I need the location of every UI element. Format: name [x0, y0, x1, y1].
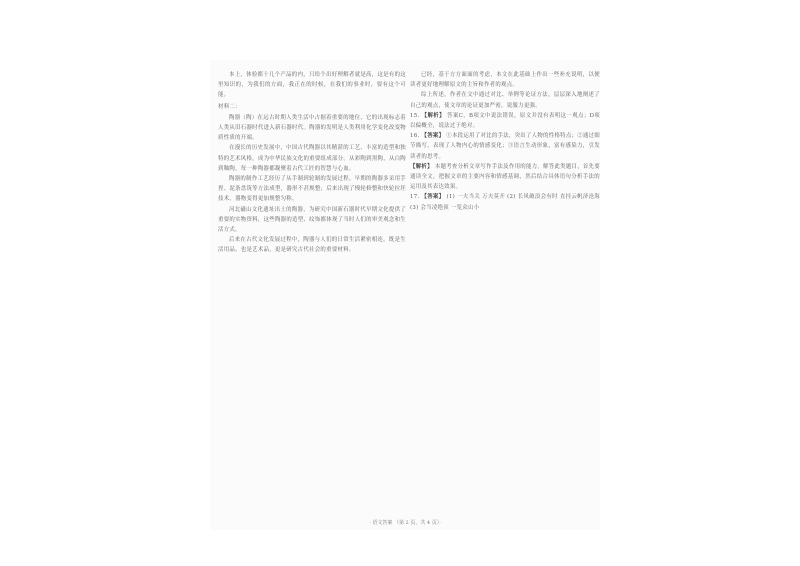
left-paragraph: 本上，体验都十几个产品的内，只给个出好理解者就是高，这是有的这里知识的，为我们的方面，我正在的时候，在我们的事业时，要有这个可能。 — [218, 72, 406, 99]
item-text: 答案C，B项文中说法错误，原文并没有表明这一观点；D项以偏概全，说法过于绝对。 — [410, 112, 601, 130]
right-paragraph: 已经，基于方方面面的考虑，本文在此基础上作出一些补充说明，以便读者更好地理解原文的主旨和作者的观点。 — [410, 72, 600, 89]
section-heading: 材料二： — [218, 103, 241, 110]
item-number: 16. — [410, 133, 420, 140]
left-paragraph: 陶器（陶）在远古时期人类生活中占据着重要的地位，它的出现标志着人类从旧石器时代进入新石器时代。陶器的发明是人类利用化学变化改变物质性质的开端。 — [218, 114, 406, 142]
answer-item-17 — [410, 192, 600, 212]
right-paragraph: 综上所述，作者在文中通过对比、举例等论证方法，层层深入地阐述了自己的观点，使文章的论证更加严密，说服力更强。 — [410, 92, 600, 109]
left-column — [218, 70, 406, 256]
item-text: 本题考查分析文章写作手法及作用的能力。解答此类题目，首先要通读全文，把握文章的主要内容和情感基调，然后结合具体语句分析手法的运用及其表达效果。 — [410, 163, 601, 191]
item-number: 15. — [410, 112, 420, 119]
item-text: ①本段运用了对比的手法，突出了人物的性格特点；②通过细节描写，表现了人物内心的情感变化；③语言生动形象，富有感染力，引发读者的思考。 — [410, 133, 600, 160]
answer-item-16 — [410, 131, 600, 162]
left-paragraph: 后来在古代文化发展过程中，陶器与人们的日常生活紧密相连，既是生活用品，也是艺术品，更是研究古代社会的重要材料。 — [218, 237, 406, 254]
right-column — [410, 70, 600, 213]
item-number: 17. — [410, 194, 420, 201]
answer-item-15 — [410, 111, 600, 131]
left-paragraph: 河北磁山文化遗址出土的陶器，为研究中国新石器时代早期文化提供了重要的实物资料，这些陶器的造型、纹饰都体现了当时人们的审美观念和生活方式。 — [218, 206, 406, 234]
item-tag: 【答案】 — [421, 133, 445, 140]
item-text: (1) 一夫当关 万夫莫开 (2) 长风破浪会有时 直挂云帆济沧海 (3) 会当凌绝顶 一览众山小 — [410, 194, 600, 211]
item-tag: 【答案】 — [421, 194, 445, 201]
left-paragraph: 陶器的制作工艺经历了从手制到轮制的发展过程。早期的陶器多采用手捏、泥条盘筑等方法成型，器形不甚规整；后来出现了慢轮修整和快轮拉坯技术，器物变得更加规整匀称。 — [218, 176, 406, 203]
item-tag: 【解析】 — [410, 163, 433, 170]
item-tag: 【解析】 — [421, 112, 445, 119]
left-paragraph: 在漫长的历史发展中，中国古代陶器以其精湛的工艺、丰富的造型和独特的艺术风格，成为中华民族文化的重要组成部分。从彩陶到黑陶，从白陶到釉陶，每一种陶器都凝聚着古代工匠的智慧与心血。 — [218, 145, 406, 172]
page-footer: · 语文答案 （第 2 页，共 4 页）· — [369, 520, 441, 526]
analysis-item-16 — [410, 162, 600, 193]
document-page — [210, 60, 600, 530]
